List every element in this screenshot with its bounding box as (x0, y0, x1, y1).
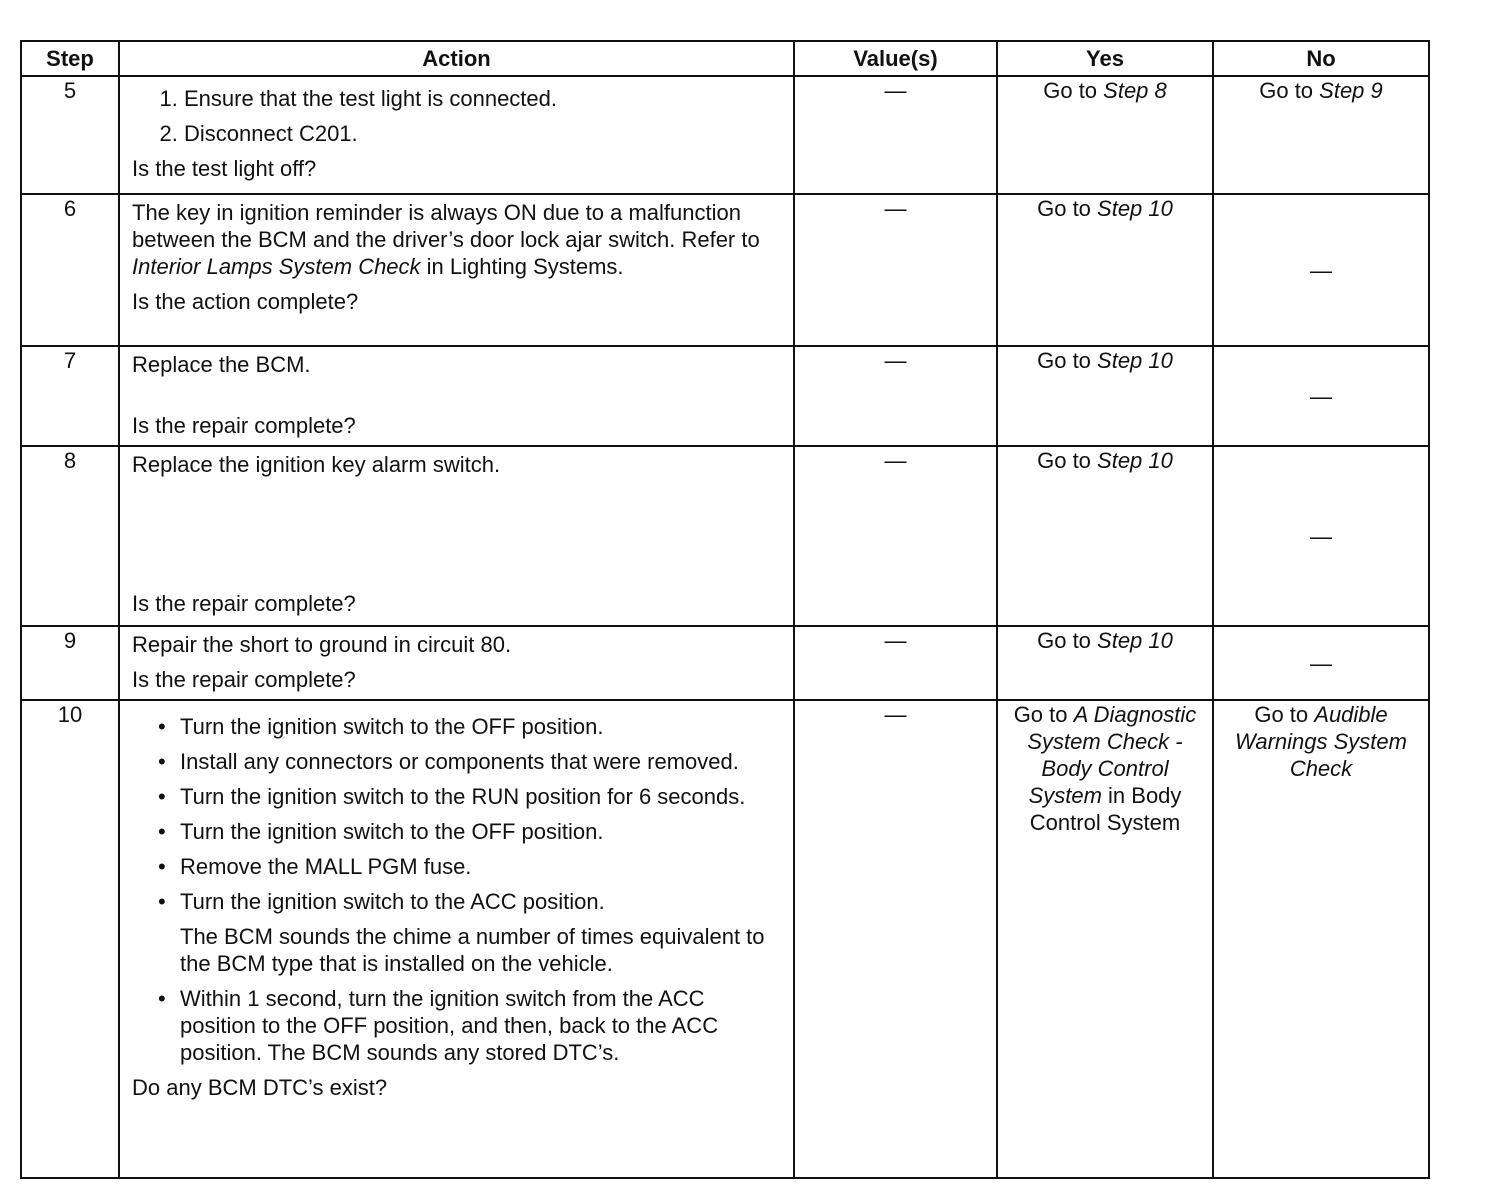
step-number: 7 (21, 346, 119, 446)
yes-cell (997, 76, 1213, 194)
value-cell: — (794, 700, 997, 1178)
action-question: Is the repair complete? (132, 667, 356, 692)
action-text: Replace the BCM. (132, 352, 311, 377)
yes-ref: Step 10 (1097, 196, 1173, 221)
diagnostic-table (20, 40, 1430, 1179)
table-row (21, 194, 1429, 346)
header-no: No (1213, 41, 1429, 76)
list-item: 2. Disconnect C201. (184, 120, 783, 147)
table-row (21, 626, 1429, 700)
action-question: Is the test light off? (132, 156, 317, 181)
value-cell: — (794, 446, 997, 626)
yes-ref: A Diagnostic System Check - Body Control System (1027, 702, 1197, 808)
no-ref: Step 9 (1319, 78, 1383, 103)
header-yes: Yes (997, 41, 1213, 76)
action-text: Repair the short to ground in circuit 80. (132, 632, 512, 657)
no-prefix: Go to (1259, 78, 1320, 103)
step-number: 5 (21, 76, 119, 194)
list-item: • Turn the ignition switch to the OFF position. (180, 713, 783, 740)
action-cell (119, 194, 794, 346)
action-text: Replace the ignition key alarm switch. (132, 452, 501, 477)
table-row (21, 346, 1429, 446)
yes-cell (997, 346, 1213, 446)
header-row (21, 41, 1429, 76)
header-action: Action (119, 41, 794, 76)
yes-cell (997, 446, 1213, 626)
yes-suffix: in Body Control System (1029, 783, 1182, 835)
table-row (21, 446, 1429, 626)
action-cell (119, 76, 794, 194)
value-cell: — (794, 346, 997, 446)
list-item: • Turn the ignition switch to the ACC position. (180, 888, 783, 915)
list-item: • Within 1 second, turn the ignition switch from the ACC position to the OFF position, and then, back to the ACC position. The BCM sounds any stored DTC’s. (180, 985, 783, 1066)
yes-cell (997, 626, 1213, 700)
header-values: Value(s) (794, 41, 997, 76)
list-item: • Install any connectors or components that were removed. (180, 748, 783, 775)
table-row (21, 700, 1429, 1178)
no-cell: — (1213, 194, 1429, 346)
action-list (132, 85, 783, 147)
yes-prefix: Go to (1037, 628, 1098, 653)
no-ref: Audible Warnings System Check (1235, 702, 1407, 781)
action-text-part: in Lighting Systems. (420, 254, 624, 279)
action-ref: Interior Lamps System Check (132, 254, 421, 279)
list-item: • Turn the ignition switch to the OFF position. (180, 818, 783, 845)
yes-prefix: Go to (1037, 348, 1098, 373)
no-cell: — (1213, 446, 1429, 626)
action-bullets (132, 985, 783, 1066)
yes-prefix: Go to (1037, 196, 1098, 221)
list-item: 1. Ensure that the test light is connected. (184, 85, 783, 112)
yes-prefix: Go to (1013, 702, 1074, 727)
action-question: Do any BCM DTC’s exist? (132, 1075, 388, 1100)
action-question: Is the repair complete? (132, 591, 356, 616)
step-number: 9 (21, 626, 119, 700)
yes-ref: Step 10 (1097, 348, 1173, 373)
step-number: 6 (21, 194, 119, 346)
value-cell: — (794, 76, 997, 194)
yes-prefix: Go to (1037, 448, 1098, 473)
table-row (21, 76, 1429, 194)
action-text-part: The key in ignition reminder is always ON due to a malfunction between the BCM and the driver’s door lock ajar switch. Refer to (132, 200, 760, 252)
action-text (132, 199, 783, 280)
action-note: The BCM sounds the chime a number of times equivalent to the BCM type that is installed on the vehicle. (180, 924, 765, 976)
no-prefix: Go to (1254, 702, 1315, 727)
list-item: • Remove the MALL PGM fuse. (180, 853, 783, 880)
header-step: Step (21, 41, 119, 76)
action-question: Is the action complete? (132, 289, 359, 314)
yes-cell (997, 700, 1213, 1178)
action-bullets (132, 713, 783, 915)
step-number: 8 (21, 446, 119, 626)
no-cell (1213, 76, 1429, 194)
no-cell: — (1213, 626, 1429, 700)
yes-prefix: Go to (1043, 78, 1104, 103)
action-cell (119, 446, 794, 626)
yes-ref: Step 10 (1097, 628, 1173, 653)
step-number: 10 (21, 700, 119, 1178)
value-cell: — (794, 626, 997, 700)
yes-cell (997, 194, 1213, 346)
no-cell (1213, 700, 1429, 1178)
yes-ref: Step 8 (1103, 78, 1167, 103)
list-item: • Turn the ignition switch to the RUN position for 6 seconds. (180, 783, 783, 810)
action-cell (119, 346, 794, 446)
value-cell: — (794, 194, 997, 346)
yes-ref: Step 10 (1097, 448, 1173, 473)
action-question: Is the repair complete? (132, 413, 356, 438)
action-cell (119, 626, 794, 700)
no-cell: — (1213, 346, 1429, 446)
action-cell (119, 700, 794, 1178)
